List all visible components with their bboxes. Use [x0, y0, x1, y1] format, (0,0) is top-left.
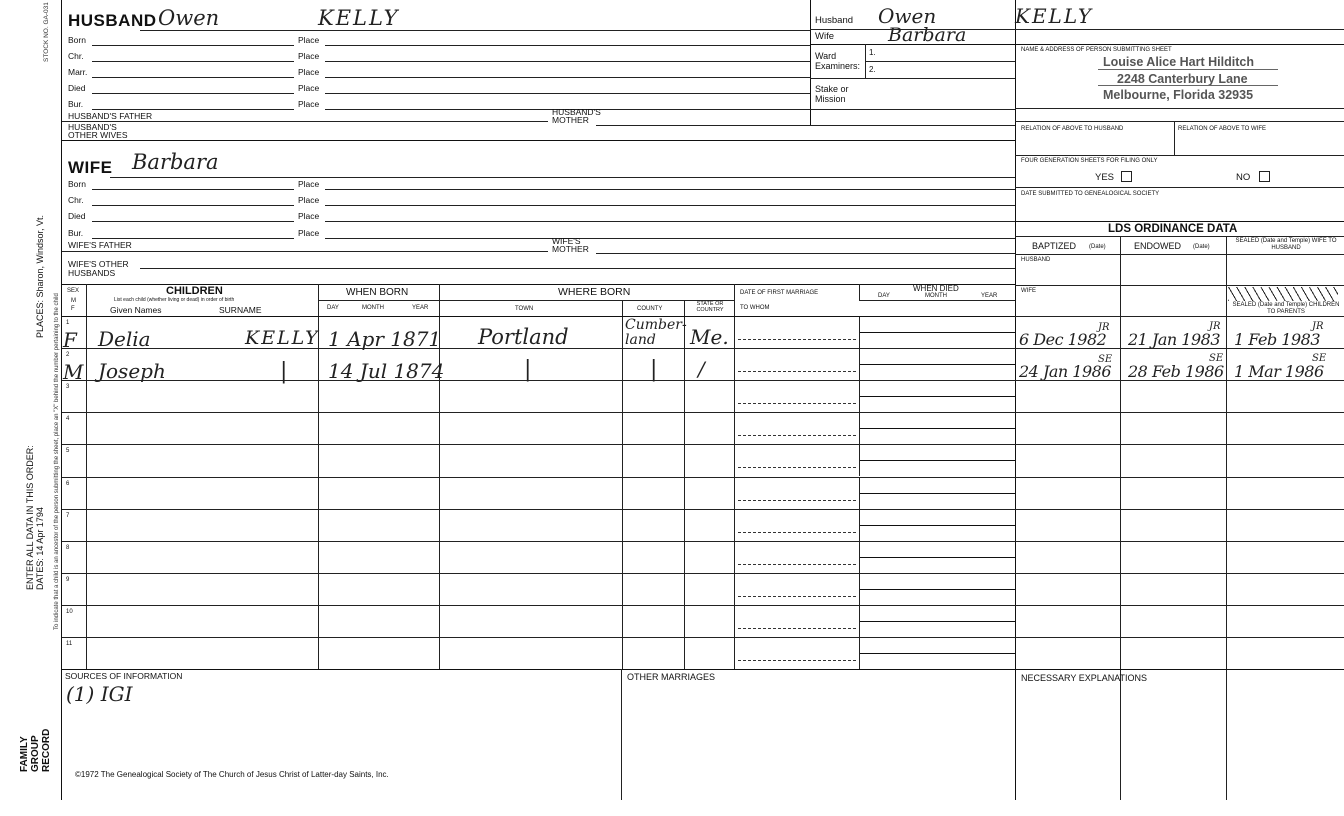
col-surname-label: SURNAME [219, 305, 262, 315]
child-endowed-tag: SE [1209, 353, 1224, 365]
marriage-dash-line [738, 596, 856, 597]
hb-husband-given: Owen [878, 4, 937, 28]
marriage-dash-line [738, 564, 856, 565]
marriage-dash-line [738, 628, 856, 629]
col-born-day-label: DAY [327, 305, 339, 311]
examiner-2-label: 2. [869, 65, 876, 74]
husband-other-wives-label: HUSBAND'S OTHER WIVES [68, 122, 128, 140]
husband-marr-label: Marr. [68, 67, 88, 77]
child-birth-state: / [698, 357, 705, 382]
child-endowed-date: 28 Feb 1986 [1128, 362, 1224, 382]
marriage-dash-line [738, 500, 856, 501]
places-note: PLACES: Sharon, Windsor, Vt. [35, 214, 45, 338]
wife-chr-place-label: Place [298, 195, 320, 205]
child-birth-date: 1 Apr 1871 [328, 327, 442, 351]
hb-husband-label: Husband [815, 15, 854, 26]
col-where-born-label: WHERE BORN [558, 286, 631, 298]
ancestor-instruction: To indicate that a child is an ancestor of the person submitting the sheet, place an "X" behind the number pertaining to the child [54, 293, 60, 630]
husband-bur-label: Bur. [68, 99, 84, 109]
child-sex: M [63, 360, 84, 385]
child-row-separator [62, 412, 1015, 413]
husband-born-label: Born [68, 35, 86, 45]
lds-row-separator [1015, 477, 1344, 478]
dates-note: DATES: 14 Apr 1794 [35, 507, 45, 590]
child-birth-county: Cumber-land [625, 317, 687, 348]
marriage-dash-line [738, 435, 856, 436]
death-date-divider [859, 317, 860, 348]
col-state-label: STATE OR COUNTRY [696, 301, 724, 313]
copyright: ©1972 The Genealogical Society of The Church of Jesus Christ of Latter-day Saints, Inc. [75, 770, 389, 779]
death-date-divider [859, 542, 860, 573]
lds-endowed-date-note: (Date) [1193, 244, 1210, 250]
col-given-label: Given Names [110, 305, 162, 315]
child-baptized-date: 24 Jan 1986 [1019, 362, 1112, 382]
child-baptized-tag: JR [1098, 322, 1110, 333]
child-endowed-tag: JR [1209, 321, 1221, 332]
four-gen-yes-label: YES [1095, 172, 1115, 183]
death-date-line [859, 589, 1015, 590]
four-gen-yes-checkbox[interactable] [1121, 171, 1132, 182]
col-to-whom-label: TO WHOM [740, 305, 770, 311]
wife-bur-place-label: Place [298, 228, 320, 238]
lds-title: LDS ORDINANCE DATA [1108, 223, 1238, 235]
child-row-number: 8 [66, 544, 70, 551]
child-row-separator [62, 444, 1015, 445]
lds-row-separator [1015, 541, 1344, 542]
wife-other-husbands-label: WIFE'S OTHER HUSBANDS [68, 259, 129, 278]
husband-marr-place-label: Place [298, 67, 320, 77]
death-date-divider [859, 510, 860, 541]
child-row-number: 7 [66, 512, 70, 519]
death-date-divider [859, 638, 860, 669]
child-sealed-date: 1 Feb 1983 [1234, 330, 1321, 349]
record-title-line1: FAMILY [19, 736, 30, 772]
child-row-number: 6 [66, 480, 70, 487]
child-baptized-date: 6 Dec 1982 [1019, 330, 1107, 349]
necessary-explanations-label: NECESSARY EXPLANATIONS [1021, 673, 1148, 683]
child-given-name: Joseph [98, 359, 166, 384]
lds-row-separator [1015, 605, 1344, 606]
relation-wife-label: RELATION OF ABOVE TO WIFE [1178, 126, 1267, 132]
husband-born-place-label: Place [298, 35, 320, 45]
marriage-dash-line [738, 339, 856, 340]
death-date-line [859, 525, 1015, 526]
death-date-line [859, 396, 1015, 397]
lds-wife-label: WIFE [1021, 288, 1036, 294]
husband-bur-place-label: Place [298, 99, 320, 109]
husband-chr-place-label: Place [298, 51, 320, 61]
wife-born-label: Born [68, 179, 86, 189]
header-box-divider [810, 0, 811, 125]
lds-row-separator [1015, 412, 1344, 413]
child-row-separator [62, 637, 1015, 638]
husband-died-label: Died [68, 83, 86, 93]
col-first-marriage-label: DATE OF FIRST MARRIAGE [740, 290, 819, 296]
wife-died-place-label: Place [298, 211, 320, 221]
death-date-line [859, 621, 1015, 622]
date-submitted-label: DATE SUBMITTED TO GENEALOGICAL SOCIETY [1021, 191, 1160, 197]
death-date-divider [859, 349, 860, 380]
sources-value: (1) IGI [66, 682, 133, 706]
hb-wife-label: Wife [815, 31, 834, 42]
child-birth-state: Me. [690, 325, 729, 349]
child-surname: KELLY [245, 327, 320, 349]
lds-row-separator [1015, 380, 1344, 381]
death-date-line [859, 332, 1015, 333]
child-row-separator [62, 509, 1015, 510]
husband-chr-line [92, 61, 294, 62]
col-died-day-label: DAY [878, 293, 890, 299]
wife-heading: WIFE [68, 158, 113, 177]
marriage-dash-line [738, 532, 856, 533]
husband-chr-label: Chr. [68, 51, 84, 61]
left-margin-line [61, 0, 62, 800]
submitter-label: NAME & ADDRESS OF PERSON SUBMITTING SHEET [1021, 47, 1172, 53]
wife-born-place-label: Place [298, 179, 320, 189]
four-gen-no-label: NO [1236, 172, 1251, 183]
child-row-number: 5 [66, 448, 70, 455]
col-born-month-label: MONTH [362, 305, 384, 311]
death-date-divider [859, 413, 860, 444]
child-row-separator [62, 477, 1015, 478]
hb-wife-value: Barbara [888, 24, 967, 46]
submitter-street: 2248 Canterbury Lane [1117, 72, 1248, 86]
husband-died-line [92, 93, 294, 94]
husband-bur-line [92, 109, 294, 110]
lds-row-separator [1015, 444, 1344, 445]
marriage-dash-line [738, 467, 856, 468]
wife-bur-label: Bur. [68, 228, 84, 238]
child-given-name: Delia [98, 327, 151, 351]
relation-husband-label: RELATION OF ABOVE TO HUSBAND [1021, 126, 1124, 132]
sources-label: SOURCES OF INFORMATION [65, 671, 183, 681]
lds-row-separator [1015, 637, 1344, 638]
child-birth-town: Portland [478, 325, 569, 349]
marriage-dash-line [738, 660, 856, 661]
child-sealed-date: 1 Mar 1986 [1234, 362, 1324, 382]
wife-mother-label: WIFE'S MOTHER [552, 236, 589, 254]
child-row-number: 10 [66, 608, 73, 615]
child-row-number: 3 [66, 384, 70, 391]
child-row-separator [62, 605, 1015, 606]
husband-marr-line [92, 77, 294, 78]
col-when-born-label: WHEN BORN [346, 287, 409, 298]
submitter-name: Louise Alice Hart Hilditch [1103, 55, 1254, 69]
husband-father-label: HUSBAND'S FATHER [68, 111, 153, 121]
death-date-divider [859, 445, 860, 476]
child-row-number: 1 [66, 320, 70, 326]
col-children-label: CHILDREN [166, 285, 223, 297]
col-died-year-label: YEAR [981, 293, 998, 299]
child-row-number: 9 [66, 576, 70, 583]
lds-row-separator [1015, 573, 1344, 574]
death-date-divider [859, 478, 860, 509]
husband-mother-label: HUSBAND'S MOTHER [552, 107, 601, 125]
death-date-divider [859, 574, 860, 605]
lds-sealed-children-label: SEALED (Date and Temple) CHILDREN TO PARENTS [1232, 302, 1340, 315]
four-gen-no-checkbox[interactable] [1259, 171, 1270, 182]
death-date-line [859, 653, 1015, 654]
col-children-note: List each child (whether living or dead) in order of birth [114, 297, 235, 303]
four-gen-label: FOUR GENERATION SHEETS FOR FILING ONLY [1021, 158, 1158, 164]
col-born-year-label: YEAR [412, 305, 429, 311]
death-date-line [859, 428, 1015, 429]
lds-husband-label: HUSBAND [1021, 257, 1051, 263]
right-panel-divider [1015, 0, 1016, 800]
death-date-line [859, 364, 1015, 365]
child-row-separator [62, 380, 1015, 381]
submitter-city: Melbourne, Florida 32935 [1103, 88, 1254, 102]
wife-given-name: Barbara [132, 150, 219, 174]
col-sex-label: SEX [67, 288, 80, 294]
husband-name-line [140, 30, 810, 31]
enter-all-note: ENTER ALL DATA IN THIS ORDER: [25, 445, 35, 590]
husband-heading: HUSBAND [68, 11, 157, 30]
marriage-dash-line [738, 371, 856, 372]
death-date-divider [859, 606, 860, 637]
child-sex: F [63, 328, 77, 352]
other-marriages-label: OTHER MARRIAGES [627, 672, 716, 682]
husband-surname: KELLY [318, 6, 400, 30]
husband-born-line [92, 45, 294, 46]
child-row-number: 11 [66, 641, 73, 647]
stake-mission-label: Stake or Mission [815, 84, 849, 104]
child-row-separator [62, 348, 1015, 349]
col-town-label: TOWN [515, 306, 534, 312]
lds-baptized-date-note: (Date) [1089, 244, 1106, 250]
child-surname: | [280, 359, 290, 385]
col-when-died-label: WHEN DIED [913, 284, 959, 293]
husband-given-name: Owen [158, 6, 220, 30]
examiner-1-label: 1. [869, 48, 876, 57]
child-birth-date: 14 Jul 1874 [328, 359, 445, 384]
record-title-line3: RECORD [41, 728, 52, 772]
lds-baptized-label: BAPTIZED [1032, 241, 1077, 251]
child-sealed-tag: JR [1312, 321, 1324, 332]
stock-number: STOCK NO. GA-031 [43, 2, 50, 62]
death-date-line [859, 460, 1015, 461]
ward-label: Ward [815, 51, 837, 61]
death-date-line [859, 557, 1015, 558]
husband-died-place-label: Place [298, 83, 320, 93]
child-row-separator [62, 573, 1015, 574]
col-died-month-label: MONTH [925, 293, 947, 299]
death-date-divider [859, 381, 860, 412]
death-date-line [859, 493, 1015, 494]
child-row-number: 4 [66, 416, 70, 423]
child-row-separator [62, 541, 1015, 542]
lds-sealed-wife-husband-label: SEALED (Date and Temple) WIFE TO HUSBAND [1235, 238, 1337, 251]
wife-died-label: Died [68, 211, 86, 221]
lds-endowed-label: ENDOWED [1134, 241, 1181, 251]
child-sealed-tag: SE [1312, 353, 1327, 365]
child-baptized-tag: SE [1098, 354, 1113, 366]
examiners-label: Examiners: [815, 61, 861, 71]
lds-row-separator [1015, 348, 1344, 349]
sealed-hatched-area [1228, 287, 1338, 301]
marriage-dash-line [738, 403, 856, 404]
col-mf-label: M F [71, 298, 76, 312]
wife-father-label: WIFE'S FATHER [68, 240, 132, 250]
wife-name-line [110, 177, 1015, 178]
child-birth-town: | [524, 357, 532, 383]
lds-row-separator [1015, 316, 1344, 317]
child-birth-county: | [650, 357, 658, 383]
child-row-number: 2 [66, 352, 70, 359]
col-county-label: COUNTY [637, 306, 663, 312]
child-endowed-date: 21 Jan 1983 [1128, 330, 1221, 349]
lds-row-separator [1015, 509, 1344, 510]
wife-chr-label: Chr. [68, 195, 84, 205]
record-title-line2: GROUP [30, 735, 41, 772]
hb-husband-surname: KELLY [1015, 4, 1094, 28]
